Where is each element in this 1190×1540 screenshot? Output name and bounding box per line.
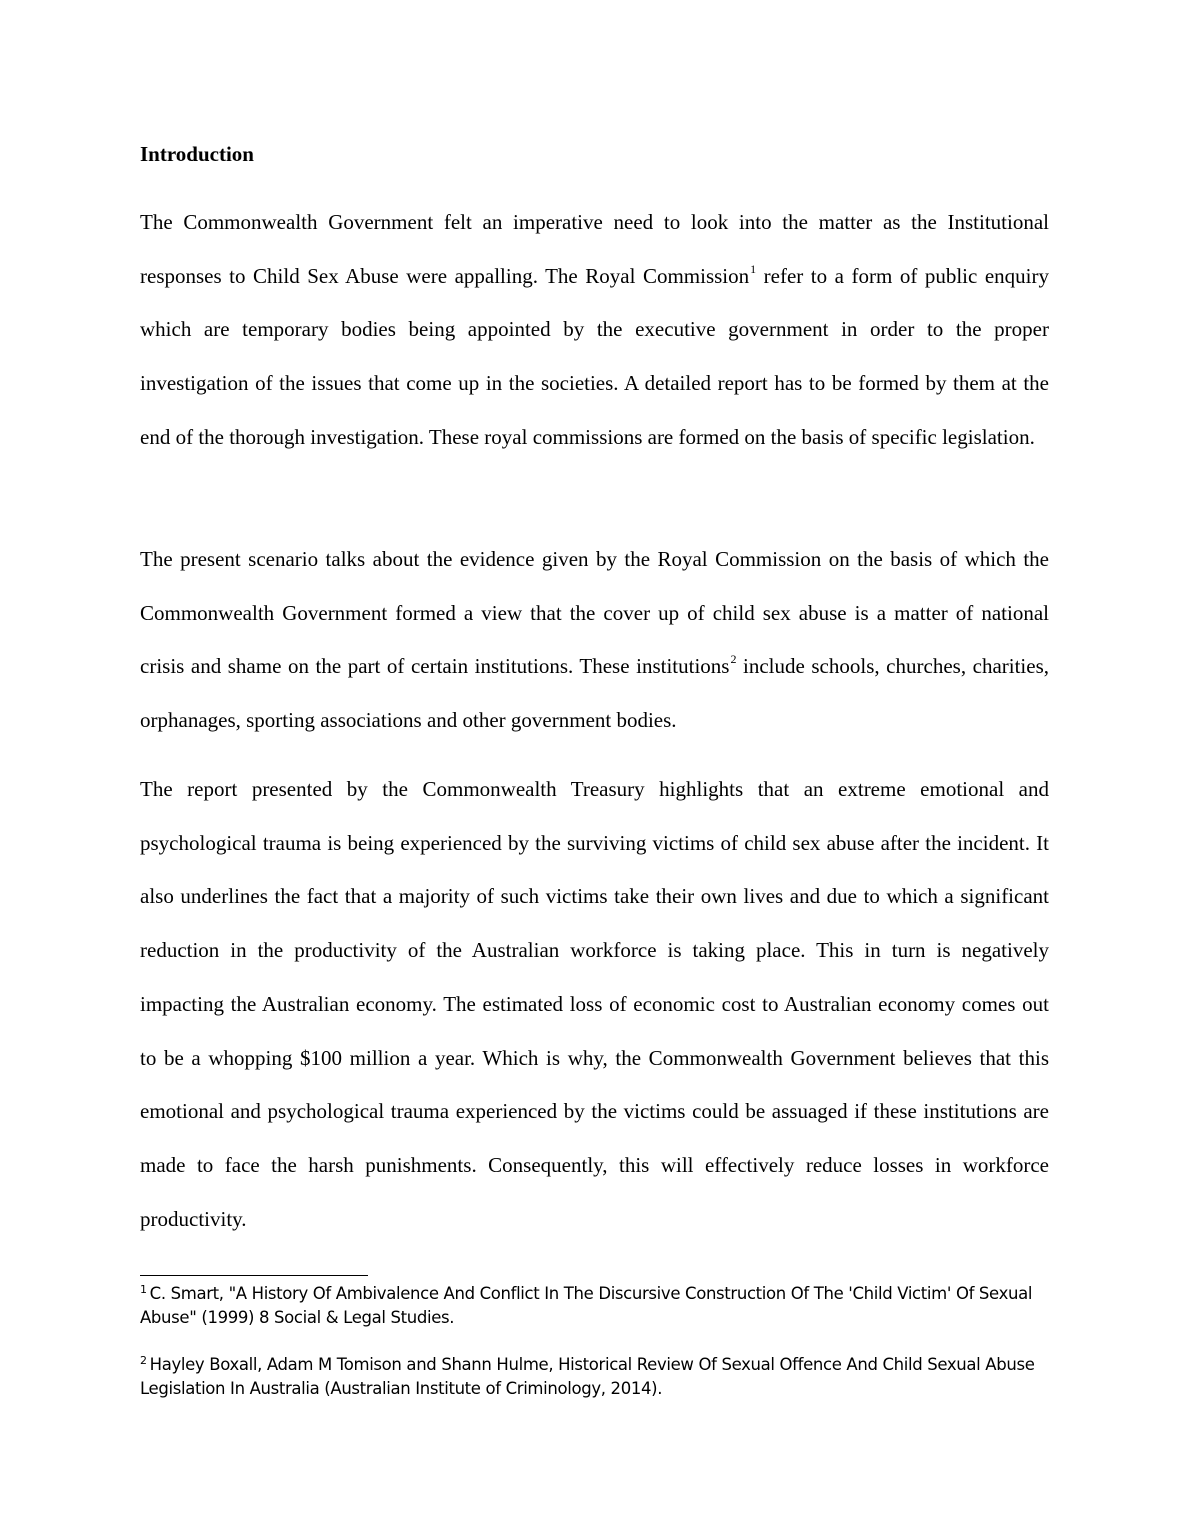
paragraph-1-text-before: The Commonwealth Government felt an imperative need to look into the matter as the Institutional responses to Child Sex Abuse were appalling. The Royal Commission: [140, 210, 1049, 288]
paragraph-2-text-before: The present scenario talks about the evidence given by the Royal Commission on the basis of which the Commonwealth Government formed a view that the cover up of child sex abuse is a matter of national crisis and shame on the part of certain institutions. These institutions: [140, 547, 1049, 679]
footnote-1: [140, 1282, 1040, 1329]
footnote-1-text: C. Smart, "A History Of Ambivalence And Conflict In The Discursive Construction Of The 'Child Victim' Of Sexual Abuse" (1999) 8 Social & Legal Studies.: [140, 1284, 1033, 1327]
paragraph-1: [140, 196, 1049, 465]
footnote-2: [140, 1353, 1040, 1400]
section-heading: Introduction: [140, 142, 254, 166]
paragraph-2: [140, 533, 1049, 748]
footnote-separator: [140, 1275, 368, 1276]
paragraph-3: The report presented by the Commonwealth Treasury highlights that an extreme emotional and psychological trauma is being experienced by the surviving victims of child sex abuse after the incident. It also underlines the fact that a majority of such victims take their own lives and due to which a significant reduction in the productivity of the Australian workforce is taking place. This in turn is negatively impacting the Australian economy. The estimated loss of economic cost to Australian economy comes out to be a whopping $100 million a year. Which is why, the Commonwealth Government believes that this emotional and psychological trauma experienced by the victims could be assuaged if these institutions are made to face the harsh punishments. Consequently, this will effectively reduce losses in workforce productivity.: [140, 777, 1049, 1231]
paragraph-2-text-after: include schools, churches, charities, orphanages, sporting associations and other government bodies.: [140, 654, 1049, 733]
footnote-2-text: Hayley Boxall, Adam M Tomison and Shann Hulme, Historical Review Of Sexual Offence And Child Sexual Abuse Legislation In Australia (Australian Institute of Criminology, 2014).: [140, 1355, 1035, 1398]
footnote-1-number: 1: [140, 1282, 147, 1296]
paragraph-1-text-after: refer to a form of public enquiry which are temporary bodies being appointed by the executive government in order to the proper investigation of the issues that come up in the societies. A detailed report has to be formed by them at the end of the thorough investigation. These royal commissions are formed on the basis of specific legislation.: [140, 263, 1049, 449]
footnote-ref-1[interactable]: 1: [750, 261, 757, 276]
footnote-2-number: 2: [140, 1353, 147, 1367]
footnote-ref-2[interactable]: 2: [730, 652, 737, 667]
